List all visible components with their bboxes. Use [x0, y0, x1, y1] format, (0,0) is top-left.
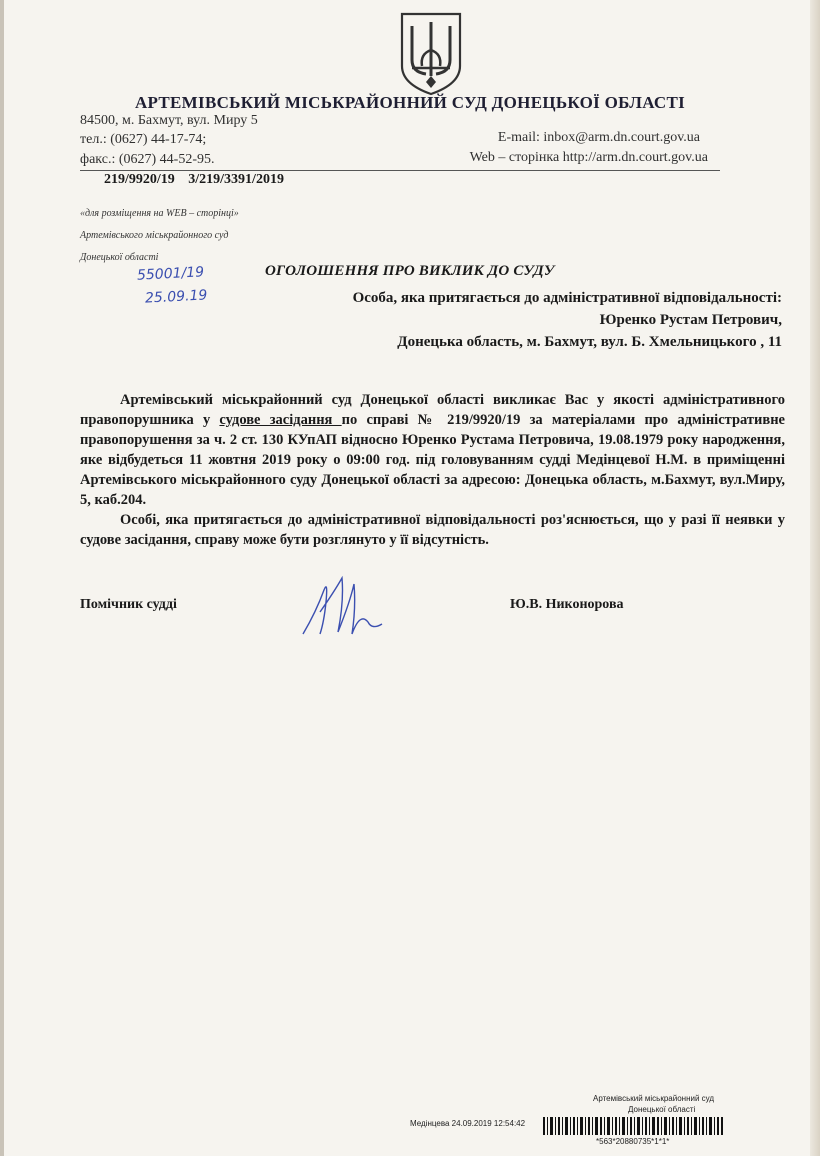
notice-paragraph [80, 390, 785, 510]
signer-position: Помічник судді [80, 597, 177, 612]
coat-of-arms-icon [398, 10, 464, 96]
proceeding-number: 3/219/3391/2019 [188, 172, 284, 187]
document-title: ОГОЛОШЕННЯ ПРО ВИКЛИК ДО СУДУ [265, 263, 555, 279]
underlined-phrase: судове засідання [219, 412, 342, 428]
footer-court-region: Донецької області [628, 1105, 696, 1114]
paragraph-text: по справі № 219/9920/19 за матеріалами про адміністративне правопорушення за ч. 2 ст. 130 КУпАП відносно Юренко Рустама Петровича, 19.08.1979 року народження, яке відбудеться 11 жовтня 2019 року о 09:00 год. під головуванням судді Медінцевої Н.М. в приміщенні Артемівського міськрайонного суду Донецької області за адресою: Донецька область, м.Бахмут, вул.Миру, 5, каб.204. [80, 412, 785, 508]
handwritten-date: 25.09.19 [144, 287, 208, 307]
page-edge [0, 0, 4, 1156]
court-email: E-mail: inbox@arm.dn.court.gov.ua [497, 130, 700, 145]
addressee-address: Донецька область, м. Бахмут, вул. Б. Хмельницького , 11 [397, 334, 782, 350]
web-placement-note: «для розміщення на WEB – сторінці» [80, 208, 239, 219]
recipient-court-note: Артемівського міськрайонного суд [80, 230, 229, 241]
notice-body [80, 390, 785, 550]
footer-court-name: Артемівський міськрайонний суд [593, 1094, 715, 1103]
court-website: Web – сторінка http://arm.dn.court.gov.ua [469, 150, 708, 165]
signer-name: Ю.В. Никонорова [510, 597, 624, 612]
notice-paragraph: Особі, яка притягається до адміністративної відповідальності роз'яснюється, що у разі її неявки у судове засідання, справу може бути розглянуто у її відсутність. [80, 512, 785, 548]
header-divider [80, 170, 720, 171]
handwritten-signature [298, 572, 388, 642]
recipient-region-note: Донецької області [80, 252, 159, 263]
paragraph-text: Артемівський міськрайонний суд Донецької області викликає Вас у якості адміністративного правопорушника у [80, 392, 785, 428]
court-fax: факс.: (0627) 44-52-95. [80, 152, 215, 167]
case-numbers [104, 172, 284, 188]
court-phone: тел.: (0627) 44-17-74; [80, 132, 207, 147]
case-number: 219/9920/19 [104, 172, 175, 187]
barcode-icon [543, 1117, 723, 1135]
handwritten-registration-number: 55001/19 [136, 264, 205, 284]
court-name: АРТЕМІВСЬКИЙ МІСЬКРАЙОННИЙ СУД ДОНЕЦЬКОЇ ОБЛАСТІ [134, 93, 686, 112]
addressee-name: Юренко Рустам Петрович, [599, 312, 782, 328]
barcode-text: *563*20880735*1*1* [596, 1137, 670, 1146]
registrar-stamp: Медінцева 24.09.2019 12:54:42 [410, 1119, 526, 1128]
court-address: 84500, м. Бахмут, вул. Миру 5 [80, 113, 258, 128]
addressee-label: Особа, яка притягається до адміністративної відповідальності: [352, 290, 782, 306]
page-edge [810, 0, 820, 1156]
